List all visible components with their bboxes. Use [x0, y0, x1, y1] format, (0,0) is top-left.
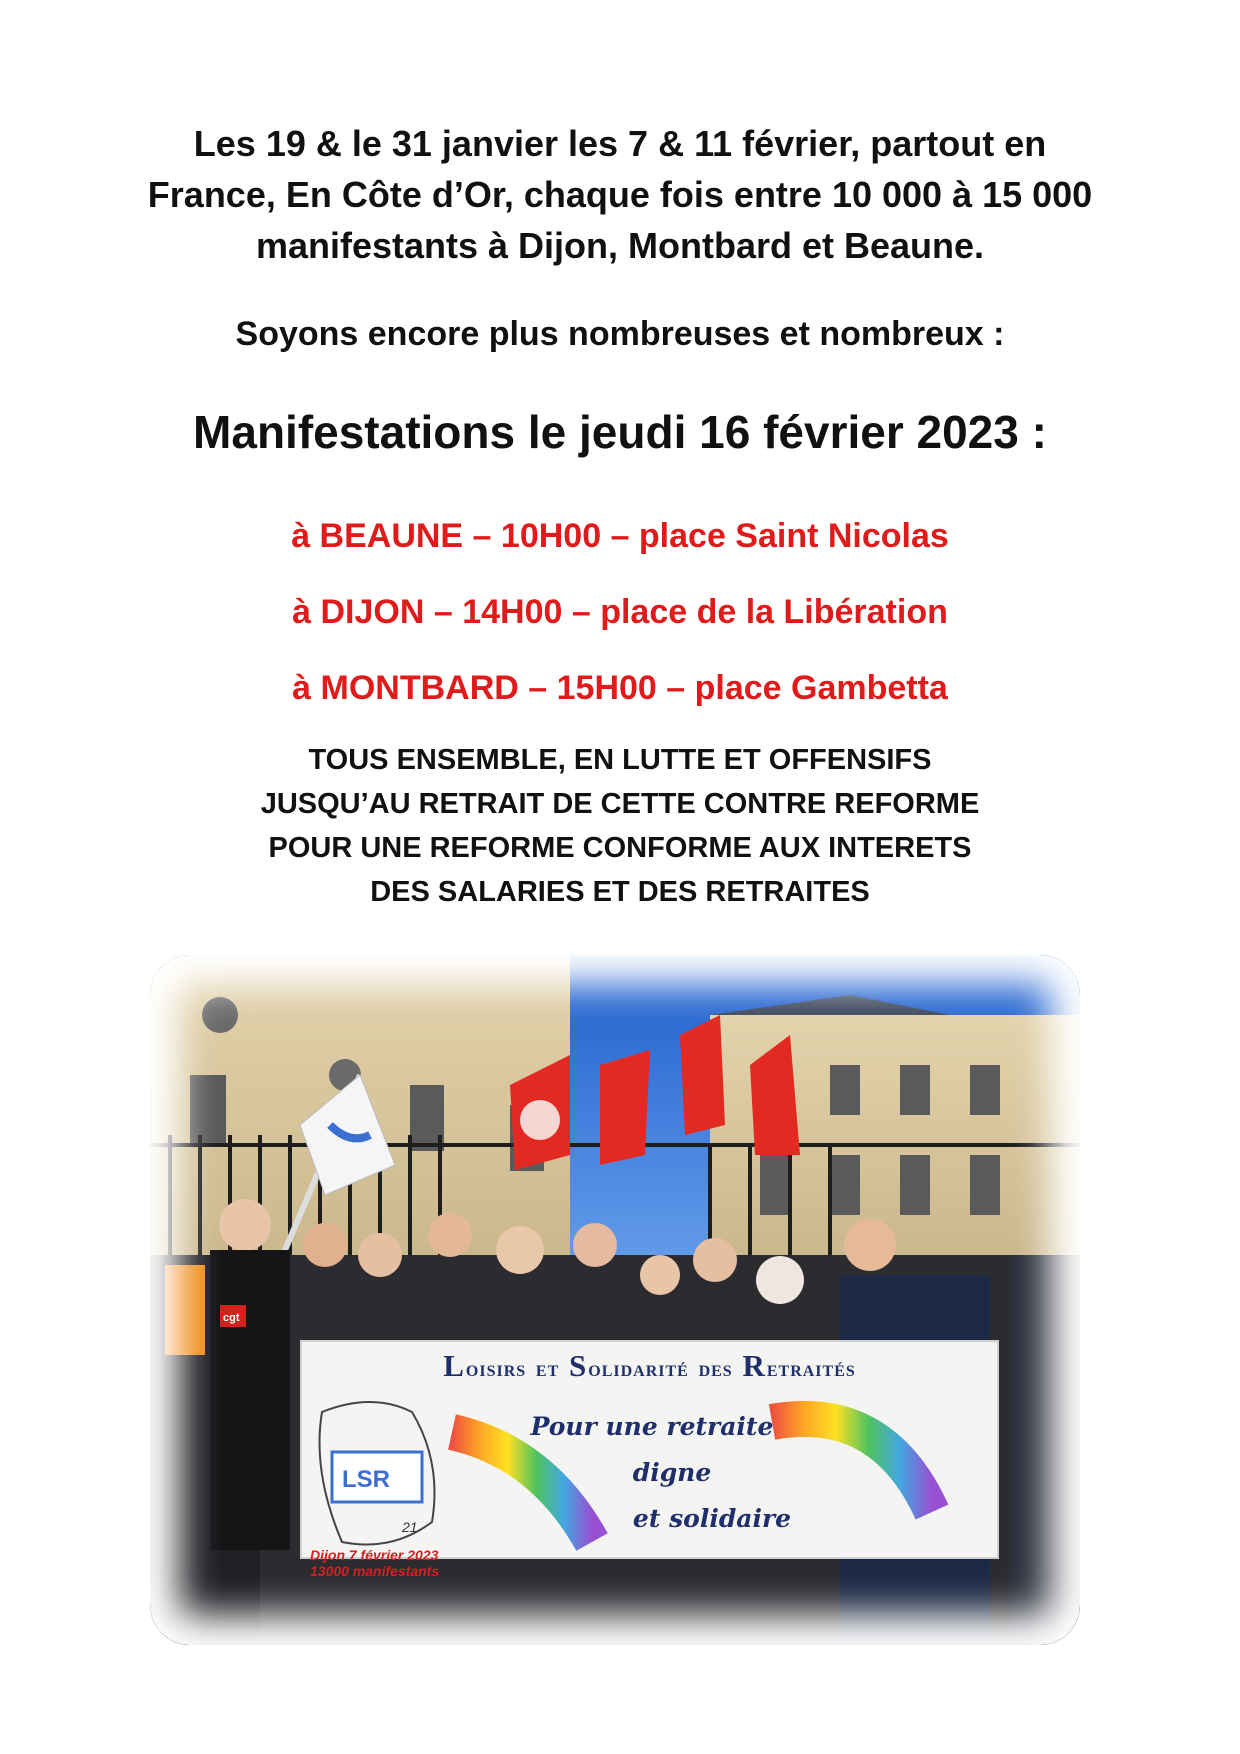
photo-caption-count: 13000 manifestants: [310, 1563, 440, 1579]
person-head: [844, 1219, 896, 1271]
intro-line-1: Les 19 & le 31 janvier les 7 & 11 février, partout en: [193, 123, 1047, 164]
slogan-block: [100, 738, 1140, 914]
window: [190, 1075, 226, 1145]
banner-title-part: L: [443, 1348, 466, 1383]
slogan-line-4: DES SALARIES ET DES RETRAITES: [370, 876, 870, 908]
demonstration-photo: [150, 955, 1080, 1645]
window: [970, 1065, 1000, 1115]
person-head: [219, 1199, 271, 1251]
banner-slogan-line: Pour une retraite: [530, 1412, 774, 1441]
window: [830, 1155, 860, 1215]
window: [760, 1155, 790, 1215]
call-to-action: Soyons encore plus nombreuses et nombreux :: [235, 315, 1005, 353]
orange-vest: [165, 1265, 205, 1355]
banner-slogan-line: et solidaire: [632, 1504, 792, 1533]
cgt-badge-text: cgt: [223, 1312, 240, 1324]
lsr-logo-text: LSR: [342, 1466, 390, 1493]
person: [210, 1250, 290, 1550]
banner-slogan: [512, 1404, 792, 1542]
red-flag: [600, 1050, 650, 1165]
person-head: [428, 1213, 472, 1257]
flag-emblem-icon: [520, 1100, 560, 1140]
slogan-line-3: POUR UNE REFORME CONFORME AUX INTERETS: [268, 832, 972, 864]
slogan-line-1: TOUS ENSEMBLE, EN LUTTE ET OFFENSIFS: [308, 744, 932, 776]
rainbow-right-icon: [772, 1419, 932, 1512]
window: [970, 1155, 1000, 1215]
banner-title-part: DES: [698, 1363, 733, 1380]
photo-caption: [310, 1547, 439, 1579]
protest-banner: [300, 1340, 999, 1559]
person-head: [358, 1233, 402, 1277]
person: [1010, 1255, 1080, 1645]
person-head: [303, 1223, 347, 1267]
round-window-icon: [202, 997, 238, 1033]
person-head: [640, 1255, 680, 1295]
window: [900, 1155, 930, 1215]
person-head: [693, 1238, 737, 1282]
logo-number: 21: [402, 1519, 418, 1535]
event-montbard: à MONTBARD – 15H00 – place Gambetta: [292, 669, 948, 707]
banner-title-part: OISIRS: [465, 1363, 527, 1380]
window: [830, 1065, 860, 1115]
slogan-line-2: JUSQU’AU RETRAIT DE CETTE CONTRE REFORME: [260, 788, 980, 820]
banner-title-part: ETRAITÉS: [766, 1363, 856, 1380]
intro-line-2: France, En Côte d’Or, chaque fois entre 10 000 à 15 000: [147, 174, 1093, 215]
banner-slogan-line: digne: [632, 1458, 712, 1487]
intro-line-3: manifestants à Dijon, Montbard et Beaune.: [255, 225, 985, 266]
banner-title-part: R: [742, 1348, 767, 1383]
event-dijon: à DIJON – 14H00 – place de la Libération: [292, 593, 948, 631]
photo-caption-date: Dijon 7 février 2023: [310, 1547, 439, 1563]
event-list: [100, 510, 1140, 738]
person-head: [496, 1226, 544, 1274]
page-title: Manifestations le jeudi 16 février 2023 :: [193, 406, 1047, 458]
banner-title-part: OLIDARITÉ: [588, 1363, 689, 1380]
person-head: [573, 1223, 617, 1267]
window: [900, 1065, 930, 1115]
banner-title-part: ET: [535, 1363, 560, 1380]
intro-paragraph: [100, 118, 1140, 271]
banner-title-part: S: [569, 1348, 589, 1383]
person-head: [756, 1256, 804, 1304]
red-flag: [680, 1015, 725, 1135]
event-beaune: à BEAUNE – 10H00 – place Saint Nicolas: [291, 517, 949, 555]
